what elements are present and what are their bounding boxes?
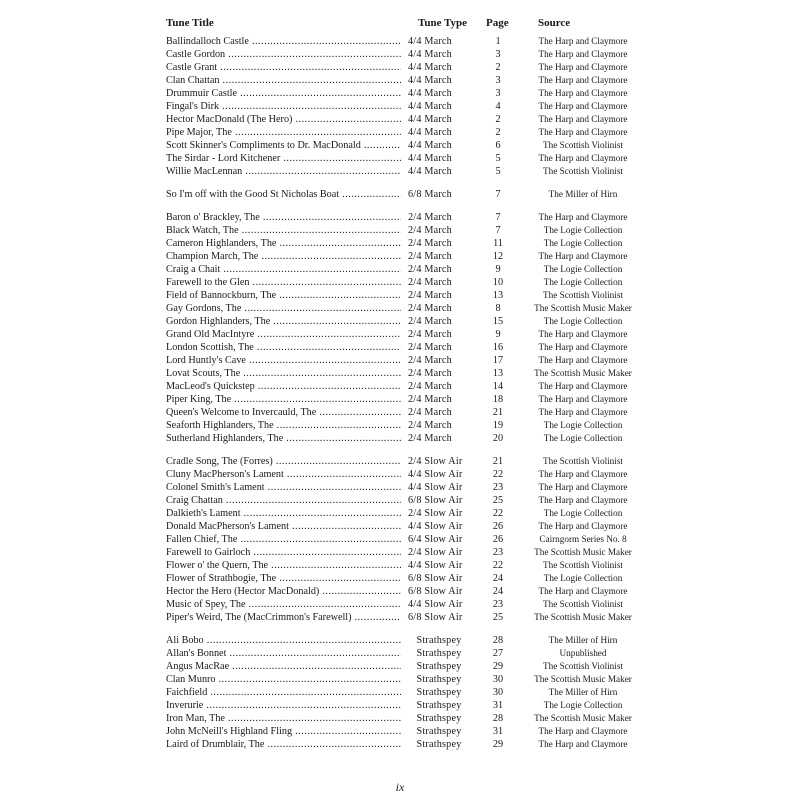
tune-source: The Scottish Violinist: [543, 140, 623, 150]
tune-group: [0, 35, 800, 178]
tune-title: Cradle Song, The (Forres) .....: [166, 455, 401, 468]
tune-title: Dalkieth's Lament .....: [166, 507, 401, 520]
tune-row: [0, 712, 800, 725]
tune-title: Grand Old MacIntyre .....: [166, 328, 401, 341]
tune-row: [0, 432, 800, 445]
tune-source: The Logie Collection: [543, 264, 623, 274]
tune-source: The Logie Collection: [543, 316, 623, 326]
tune-page: 6: [495, 140, 501, 151]
tune-row: [0, 380, 800, 393]
tune-page: 29: [492, 661, 504, 672]
tune-source: The Harp and Claymore: [538, 153, 628, 163]
tune-index-list: [0, 35, 800, 761]
tune-type: 2/4 March: [408, 394, 452, 405]
tune-source: The Harp and Claymore: [538, 521, 628, 531]
tune-row: [0, 354, 800, 367]
tune-title: Laird of Drumblair, The .....: [166, 738, 401, 751]
tune-row: [0, 302, 800, 315]
tune-source: The Harp and Claymore: [538, 586, 628, 596]
tune-row: [0, 341, 800, 354]
tune-page: 7: [495, 189, 501, 200]
tune-page: 3: [495, 49, 501, 60]
tune-row: [0, 48, 800, 61]
tune-source: The Logie Collection: [543, 700, 623, 710]
tune-row: [0, 165, 800, 178]
tune-row: [0, 367, 800, 380]
tune-title: Cluny MacPherson's Lament .....: [166, 468, 401, 481]
tune-title: Fingal's Dirk .....: [166, 100, 401, 113]
tune-source: The Miller of Hirn: [548, 635, 618, 645]
tune-title: Fallen Chief, The .....: [166, 533, 401, 546]
tune-row: [0, 572, 800, 585]
tune-page: 21: [492, 407, 504, 418]
tune-source: The Scottish Music Maker: [534, 713, 632, 723]
tune-source: The Scottish Music Maker: [534, 368, 632, 378]
tune-row: [0, 276, 800, 289]
tune-title: Baron o' Brackley, The .....: [166, 211, 401, 224]
tune-title: Sutherland Highlanders, The .....: [166, 432, 401, 445]
tune-source: The Harp and Claymore: [538, 329, 628, 339]
tune-title: Inverurie .....: [166, 699, 401, 712]
tune-type: 2/4 March: [408, 368, 452, 379]
tune-source: Cairngorm Series No. 8: [539, 534, 627, 544]
tune-title: Hector the Hero (Hector MacDonald) .....: [166, 585, 401, 598]
tune-type: 2/4 Slow Air: [408, 547, 463, 558]
tune-type: 2/4 March: [408, 225, 452, 236]
tune-page: 17: [492, 355, 504, 366]
tune-source: The Harp and Claymore: [538, 62, 628, 72]
tune-title: Donald MacPherson's Lament .....: [166, 520, 401, 533]
tune-type: 4/4 March: [408, 62, 452, 73]
tune-source: The Harp and Claymore: [538, 251, 628, 261]
tune-page: 23: [492, 482, 504, 493]
tune-type: Strathspey: [416, 713, 462, 724]
tune-title: Flower of Strathbogie, The .....: [166, 572, 401, 585]
tune-type: 2/4 March: [408, 277, 452, 288]
tune-source: The Harp and Claymore: [538, 212, 628, 222]
tune-page: 5: [495, 153, 501, 164]
tune-title: So I'm off with the Good St Nicholas Boat .....: [166, 188, 401, 201]
tune-type: 2/4 March: [408, 342, 452, 353]
tune-title: Gordon Highlanders, The .....: [166, 315, 401, 328]
tune-page: 9: [495, 329, 501, 340]
tune-row: [0, 61, 800, 74]
tune-type: 6/8 Slow Air: [408, 586, 463, 597]
tune-title: Pipe Major, The .....: [166, 126, 401, 139]
tune-page: 1: [495, 36, 501, 47]
tune-row: [0, 87, 800, 100]
tune-row: [0, 455, 800, 468]
tune-page: 27: [492, 648, 504, 659]
tune-type: 2/4 March: [408, 381, 452, 392]
tune-source: The Scottish Music Maker: [534, 547, 632, 557]
tune-page: 25: [492, 612, 504, 623]
tune-page: 21: [492, 456, 504, 467]
tune-row: [0, 113, 800, 126]
tune-group: [0, 188, 800, 201]
tune-type: 4/4 Slow Air: [408, 521, 463, 532]
tune-title: Ballindalloch Castle .....: [166, 35, 401, 48]
tune-title: Castle Gordon .....: [166, 48, 401, 61]
tune-page: 7: [495, 212, 501, 223]
tune-row: [0, 673, 800, 686]
tune-page: 2: [495, 114, 501, 125]
tune-row: [0, 152, 800, 165]
tune-row: [0, 699, 800, 712]
tune-title: Angus MacRae .....: [166, 660, 401, 673]
tune-type: 2/4 March: [408, 329, 452, 340]
tune-page: 11: [493, 238, 503, 249]
tune-row: [0, 406, 800, 419]
tune-type: 4/4 March: [408, 127, 452, 138]
tune-page: 22: [492, 560, 504, 571]
tune-row: [0, 419, 800, 432]
tune-source: Unpublished: [559, 648, 607, 658]
tune-type: 4/4 March: [408, 140, 452, 151]
tune-page: 22: [492, 508, 504, 519]
tune-row: [0, 559, 800, 572]
tune-row: [0, 546, 800, 559]
tune-page: 30: [492, 687, 504, 698]
tune-row: [0, 237, 800, 250]
tune-group: [0, 634, 800, 751]
tune-page: 29: [492, 739, 504, 750]
tune-source: The Harp and Claymore: [538, 482, 628, 492]
tune-page: 7: [495, 225, 501, 236]
tune-source: The Harp and Claymore: [538, 726, 628, 736]
tune-type: 2/4 March: [408, 238, 452, 249]
header-tune-title: Tune Title: [166, 17, 214, 29]
tune-page: 2: [495, 62, 501, 73]
tune-type: 4/4 March: [408, 114, 452, 125]
tune-title: Faichfield .....: [166, 686, 401, 699]
tune-source: The Scottish Violinist: [543, 599, 623, 609]
tune-type: 4/4 Slow Air: [408, 560, 463, 571]
tune-title: Piper King, The .....: [166, 393, 401, 406]
tune-source: The Harp and Claymore: [538, 36, 628, 46]
tune-title: MacLeod's Quickstep .....: [166, 380, 401, 393]
tune-title: Ali Bobo .....: [166, 634, 401, 647]
tune-source: The Scottish Music Maker: [534, 303, 632, 313]
tune-source: The Scottish Violinist: [543, 661, 623, 671]
tune-type: 2/4 Slow Air: [408, 456, 463, 467]
tune-page: 18: [492, 394, 504, 405]
tune-type: 6/8 Slow Air: [408, 573, 463, 584]
tune-title: Black Watch, The .....: [166, 224, 401, 237]
tune-source: The Harp and Claymore: [538, 381, 628, 391]
tune-source: The Logie Collection: [543, 573, 623, 583]
tune-row: [0, 738, 800, 751]
tune-source: The Scottish Violinist: [543, 456, 623, 466]
tune-type: Strathspey: [416, 687, 462, 698]
tune-title: Clan Chattan .....: [166, 74, 401, 87]
tune-type: Strathspey: [416, 661, 462, 672]
tune-title: Hector MacDonald (The Hero) .....: [166, 113, 401, 126]
tune-type: 2/4 March: [408, 316, 452, 327]
tune-page: 9: [495, 264, 501, 275]
tune-type: 2/4 March: [408, 433, 452, 444]
tune-page: 23: [492, 547, 504, 558]
tune-type: 4/4 March: [408, 88, 452, 99]
tune-row: [0, 328, 800, 341]
tune-source: The Logie Collection: [543, 277, 623, 287]
tune-source: The Harp and Claymore: [538, 739, 628, 749]
tune-row: [0, 289, 800, 302]
tune-type: 4/4 March: [408, 49, 452, 60]
tune-title: Willie MacLennan .....: [166, 165, 401, 178]
tune-page: 30: [492, 674, 504, 685]
tune-page: 13: [492, 290, 504, 301]
tune-page: 24: [492, 573, 504, 584]
tune-title: Castle Grant .....: [166, 61, 401, 74]
tune-source: The Harp and Claymore: [538, 469, 628, 479]
tune-source: The Harp and Claymore: [538, 127, 628, 137]
tune-title: Drummuir Castle .....: [166, 87, 401, 100]
tune-row: [0, 139, 800, 152]
tune-page: 20: [492, 433, 504, 444]
tune-type: 2/4 March: [408, 420, 452, 431]
tune-title: The Sirdar - Lord Kitchener .....: [166, 152, 401, 165]
tune-page: 25: [492, 495, 504, 506]
tune-type: 4/4 Slow Air: [408, 482, 463, 493]
tune-row: [0, 494, 800, 507]
tune-title: Seaforth Highlanders, The .....: [166, 419, 401, 432]
tune-page: 5: [495, 166, 501, 177]
tune-type: 4/4 March: [408, 166, 452, 177]
tune-title: Field of Bannockburn, The .....: [166, 289, 401, 302]
tune-page: 24: [492, 586, 504, 597]
tune-source: The Scottish Violinist: [543, 560, 623, 570]
tune-row: [0, 660, 800, 673]
tune-type: 4/4 Slow Air: [408, 469, 463, 480]
tune-type: 4/4 March: [408, 153, 452, 164]
tune-type: 2/4 March: [408, 407, 452, 418]
tune-type: 2/4 March: [408, 264, 452, 275]
tune-type: 4/4 March: [408, 36, 452, 47]
tune-type: Strathspey: [416, 726, 462, 737]
tune-title: Craig Chattan .....: [166, 494, 401, 507]
tune-row: [0, 520, 800, 533]
tune-title: Queen's Welcome to Invercauld, The .....: [166, 406, 401, 419]
tune-title: Allan's Bonnet .....: [166, 647, 401, 660]
tune-type: Strathspey: [416, 635, 462, 646]
tune-row: [0, 126, 800, 139]
tune-type: 2/4 March: [408, 212, 452, 223]
tune-source: The Harp and Claymore: [538, 394, 628, 404]
tune-title: Music of Spey, The .....: [166, 598, 401, 611]
tune-type: 4/4 March: [408, 101, 452, 112]
tune-source: The Logie Collection: [543, 508, 623, 518]
tune-page: 28: [492, 635, 504, 646]
tune-title: Colonel Smith's Lament .....: [166, 481, 401, 494]
tune-row: [0, 533, 800, 546]
tune-source: The Harp and Claymore: [538, 342, 628, 352]
tune-page: 26: [492, 534, 504, 545]
tune-type: 6/8 Slow Air: [408, 612, 463, 623]
tune-row: [0, 468, 800, 481]
tune-row: [0, 224, 800, 237]
tune-row: [0, 263, 800, 276]
tune-type: 6/8 March: [408, 189, 452, 200]
tune-source: The Harp and Claymore: [538, 355, 628, 365]
tune-title: Craig a Chait .....: [166, 263, 401, 276]
tune-page: 22: [492, 469, 504, 480]
tune-type: 4/4 Slow Air: [408, 599, 463, 610]
tune-row: [0, 188, 800, 201]
tune-source: The Logie Collection: [543, 225, 623, 235]
tune-type: Strathspey: [416, 700, 462, 711]
header-page: Page: [486, 17, 509, 29]
tune-row: [0, 686, 800, 699]
tune-row: [0, 250, 800, 263]
tune-title: John McNeill's Highland Fling .....: [166, 725, 401, 738]
tune-page: 14: [492, 381, 504, 392]
tune-row: [0, 74, 800, 87]
tune-title: Iron Man, The .....: [166, 712, 401, 725]
tune-row: [0, 100, 800, 113]
tune-source: The Harp and Claymore: [538, 75, 628, 85]
tune-group: [0, 455, 800, 624]
page-number: ix: [395, 780, 405, 794]
tune-title: Champion March, The .....: [166, 250, 401, 263]
tune-page: 3: [495, 88, 501, 99]
tune-row: [0, 35, 800, 48]
tune-type: 2/4 March: [408, 290, 452, 301]
tune-source: The Harp and Claymore: [538, 495, 628, 505]
tune-title: Lord Huntly's Cave .....: [166, 354, 401, 367]
tune-page: 23: [492, 599, 504, 610]
tune-page: 10: [492, 277, 504, 288]
tune-type: Strathspey: [416, 739, 462, 750]
tune-source: The Harp and Claymore: [538, 101, 628, 111]
tune-source: The Harp and Claymore: [538, 49, 628, 59]
tune-page: 13: [492, 368, 504, 379]
tune-source: The Miller of Hirn: [548, 687, 618, 697]
tune-title: Farewell to Gairloch .....: [166, 546, 401, 559]
tune-type: 6/4 Slow Air: [408, 534, 463, 545]
tune-page: 4: [495, 101, 501, 112]
tune-title: Flower o' the Quern, The .....: [166, 559, 401, 572]
tune-page: 12: [492, 251, 504, 262]
tune-row: [0, 481, 800, 494]
tune-type: 2/4 March: [408, 251, 452, 262]
tune-row: [0, 507, 800, 520]
tune-title: Lovat Scouts, The .....: [166, 367, 401, 380]
tune-page: 19: [492, 420, 504, 431]
tune-title: Clan Munro .....: [166, 673, 401, 686]
tune-source: The Scottish Violinist: [543, 166, 623, 176]
tune-page: 16: [492, 342, 504, 353]
tune-row: [0, 634, 800, 647]
tune-page: 26: [492, 521, 504, 532]
tune-row: [0, 315, 800, 328]
tune-page: 3: [495, 75, 501, 86]
tune-title: Farewell to the Glen .....: [166, 276, 401, 289]
tune-source: The Scottish Violinist: [543, 290, 623, 300]
tune-type: Strathspey: [416, 674, 462, 685]
tune-title: Scott Skinner's Compliments to Dr. MacDonald .....: [166, 139, 401, 152]
tune-type: 4/4 March: [408, 75, 452, 86]
tune-group: [0, 211, 800, 445]
header-source: Source: [538, 17, 571, 29]
tune-row: [0, 393, 800, 406]
tune-source: The Scottish Music Maker: [534, 674, 632, 684]
tune-type: 6/8 Slow Air: [408, 495, 463, 506]
tune-row: [0, 611, 800, 624]
tune-source: The Harp and Claymore: [538, 88, 628, 98]
tune-type: 2/4 March: [408, 303, 452, 314]
header-tune-type: Tune Type: [418, 17, 468, 29]
tune-row: [0, 585, 800, 598]
tune-row: [0, 647, 800, 660]
tune-source: The Logie Collection: [543, 238, 623, 248]
tune-title: Piper's Weird, The (MacCrimmon's Farewell) .....: [166, 611, 401, 624]
tune-page: 31: [492, 700, 504, 711]
tune-page: 31: [492, 726, 504, 737]
tune-source: The Logie Collection: [543, 420, 623, 430]
tune-title: London Scottish, The .....: [166, 341, 401, 354]
tune-source: The Harp and Claymore: [538, 407, 628, 417]
tune-source: The Logie Collection: [543, 433, 623, 443]
tune-page: 15: [492, 316, 504, 327]
tune-page: 28: [492, 713, 504, 724]
tune-source: The Miller of Hirn: [548, 189, 618, 199]
tune-title: Gay Gordons, The .....: [166, 302, 401, 315]
tune-page: 2: [495, 127, 501, 138]
tune-row: [0, 725, 800, 738]
tune-row: [0, 598, 800, 611]
tune-title: Cameron Highlanders, The .....: [166, 237, 401, 250]
tune-type: 2/4 March: [408, 355, 452, 366]
tune-type: Strathspey: [416, 648, 462, 659]
tune-source: The Harp and Claymore: [538, 114, 628, 124]
tune-page: 8: [495, 303, 501, 314]
tune-source: The Scottish Music Maker: [534, 612, 632, 622]
tune-row: [0, 211, 800, 224]
tune-type: 2/4 Slow Air: [408, 508, 463, 519]
